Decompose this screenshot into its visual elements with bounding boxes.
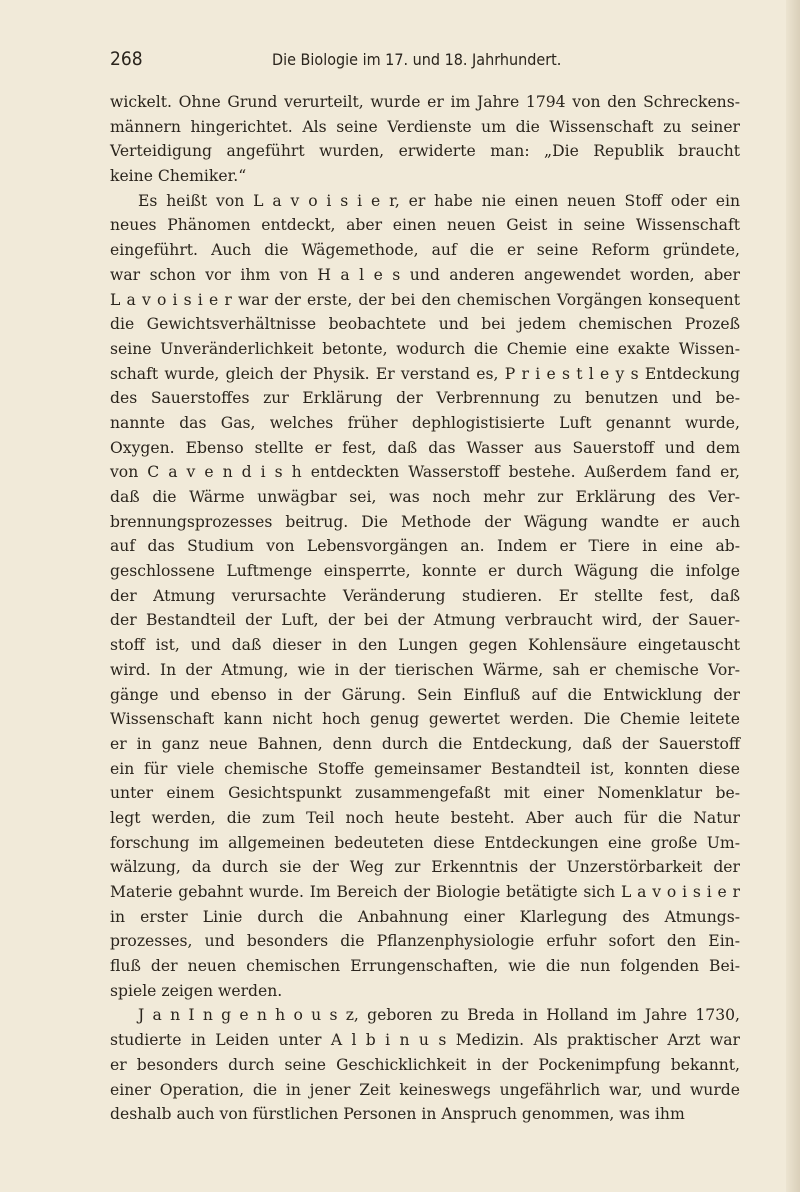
text-line: J a n I n g e n h o u s z, geboren zu Breda in Holland im Jahre 1730,: [138, 1006, 740, 1025]
text-line: die Gewichtsverhältnisse beobachtete und bei jedem chemischen Prozeß: [110, 315, 740, 334]
text-line: ein für viele chemische Stoffe gemeinsamer Bestandteil ist, konnten diese: [110, 759, 740, 778]
text-line: geschlossene Luftmenge einsperrte, konnte er durch Wägung die infolge: [110, 562, 740, 581]
text-line: neues Phänomen entdeckt, aber einen neuen Geist in seine Wissenschaft: [110, 216, 740, 235]
text-line: stoff ist, und daß dieser in den Lungen gegen Kohlensäure eingetauscht: [110, 636, 740, 655]
text-line: wird. In der Atmung, wie in der tierischen Wärme, sah er chemische Vor-: [110, 660, 740, 679]
text-line: männern hingerichtet. Als seine Verdienste um die Wissenschaft zu seiner: [110, 117, 740, 136]
text-line: spiele zeigen werden.: [110, 981, 283, 1000]
text-line: legt werden, die zum Teil noch heute besteht. Aber auch für die Natur: [110, 808, 740, 827]
text-line: deshalb auch von fürstlichen Personen in Anspruch genommen, was ihm: [110, 1105, 685, 1124]
text-line: der Bestandteil der Luft, der bei der Atmung verbraucht wird, der Sauer-: [110, 611, 740, 630]
text-line: prozesses, und besonders die Pflanzenphysiologie erfuhr sofort den Ein-: [110, 932, 740, 951]
text-line: Oxygen. Ebenso stellte er fest, daß das Wasser aus Sauerstoff und dem: [110, 438, 740, 457]
text-line: nannte das Gas, welches früher dephlogistisierte Luft genannt wurde,: [110, 413, 740, 432]
text-line: von C a v e n d i s h entdeckten Wasserstoff bestehe. Außerdem fand er,: [110, 463, 740, 482]
text-line: L a v o i s i e r war der erste, der bei den chemischen Vorgängen konsequent: [110, 290, 740, 309]
text-line: Es heißt von L a v o i s i e r, er habe nie einen neuen Stoff oder ein: [138, 191, 740, 210]
text-line: des Sauerstoffes zur Erklärung der Verbrennung zu benutzen und be-: [110, 389, 740, 408]
page-header: [110, 48, 740, 76]
text-line: unter einem Gesichtspunkt zusammengefaßt mit einer Nomenklatur be-: [110, 784, 740, 803]
text-line: einer Operation, die in jener Zeit keineswegs ungefährlich war, und wurde: [110, 1080, 740, 1099]
page-edge-shadow: [786, 0, 800, 1192]
text-line: Wissenschaft kann nicht hoch genug gewertet werden. Die Chemie leitete: [110, 710, 740, 729]
text-line: gänge und ebenso in der Gärung. Sein Einfluß auf die Entwicklung der: [110, 685, 740, 704]
text-line: war schon vor ihm von H a l e s und anderen angewendet worden, aber: [110, 265, 740, 284]
text-line: fluß der neuen chemischen Errungenschaften, wie die nun folgenden Bei-: [110, 957, 740, 976]
text-line: er in ganz neue Bahnen, denn durch die Entdeckung, daß der Sauerstoff: [110, 734, 740, 753]
text-line: brennungsprozesses beitrug. Die Methode der Wägung wandte er auch: [110, 512, 740, 531]
text-line: seine Unveränderlichkeit betonte, wodurch die Chemie eine exakte Wissen-: [110, 339, 740, 358]
text-line: forschung im allgemeinen bedeuteten diese Entdeckungen eine große Um-: [110, 833, 740, 852]
text-line: eingeführt. Auch die Wägemethode, auf die er seine Reform gründete,: [110, 241, 740, 260]
text-line: auf das Studium von Lebensvorgängen an. Indem er Tiere in eine ab-: [110, 537, 740, 556]
text-line: schaft wurde, gleich der Physik. Er verstand es, P r i e s t l e y s Entdeckung: [110, 364, 740, 383]
text-line: er besonders durch seine Geschicklichkeit in der Pockenimpfung bekannt,: [110, 1055, 740, 1074]
page-number: 268: [110, 48, 143, 70]
text-line: studierte in Leiden unter A l b i n u s Medizin. Als praktischer Arzt war: [110, 1031, 740, 1050]
text-line: Materie gebahnt wurde. Im Bereich der Biologie betätigte sich L a v o i s i e r: [110, 883, 740, 901]
text-line: in erster Linie durch die Anbahnung einer Klarlegung des Atmungs-: [110, 907, 740, 926]
text-line: daß die Wärme unwägbar sei, was noch mehr zur Erklärung des Ver-: [110, 488, 740, 506]
body-text: [110, 90, 740, 1127]
text-line: Verteidigung angeführt wurden, erwiderte man: „Die Republik braucht: [110, 142, 740, 161]
running-head: Die Biologie im 17. und 18. Jahrhundert.: [272, 50, 562, 69]
text-line: keine Chemiker.“: [110, 167, 247, 186]
text-line: wälzung, da durch sie der Weg zur Erkenntnis der Unzerstörbarkeit der: [110, 858, 740, 877]
text-line: der Atmung verursachte Veränderung studieren. Er stellte fest, daß: [110, 586, 740, 605]
text-line: wickelt. Ohne Grund verurteilt, wurde er im Jahre 1794 von den Schreckens-: [110, 93, 740, 111]
